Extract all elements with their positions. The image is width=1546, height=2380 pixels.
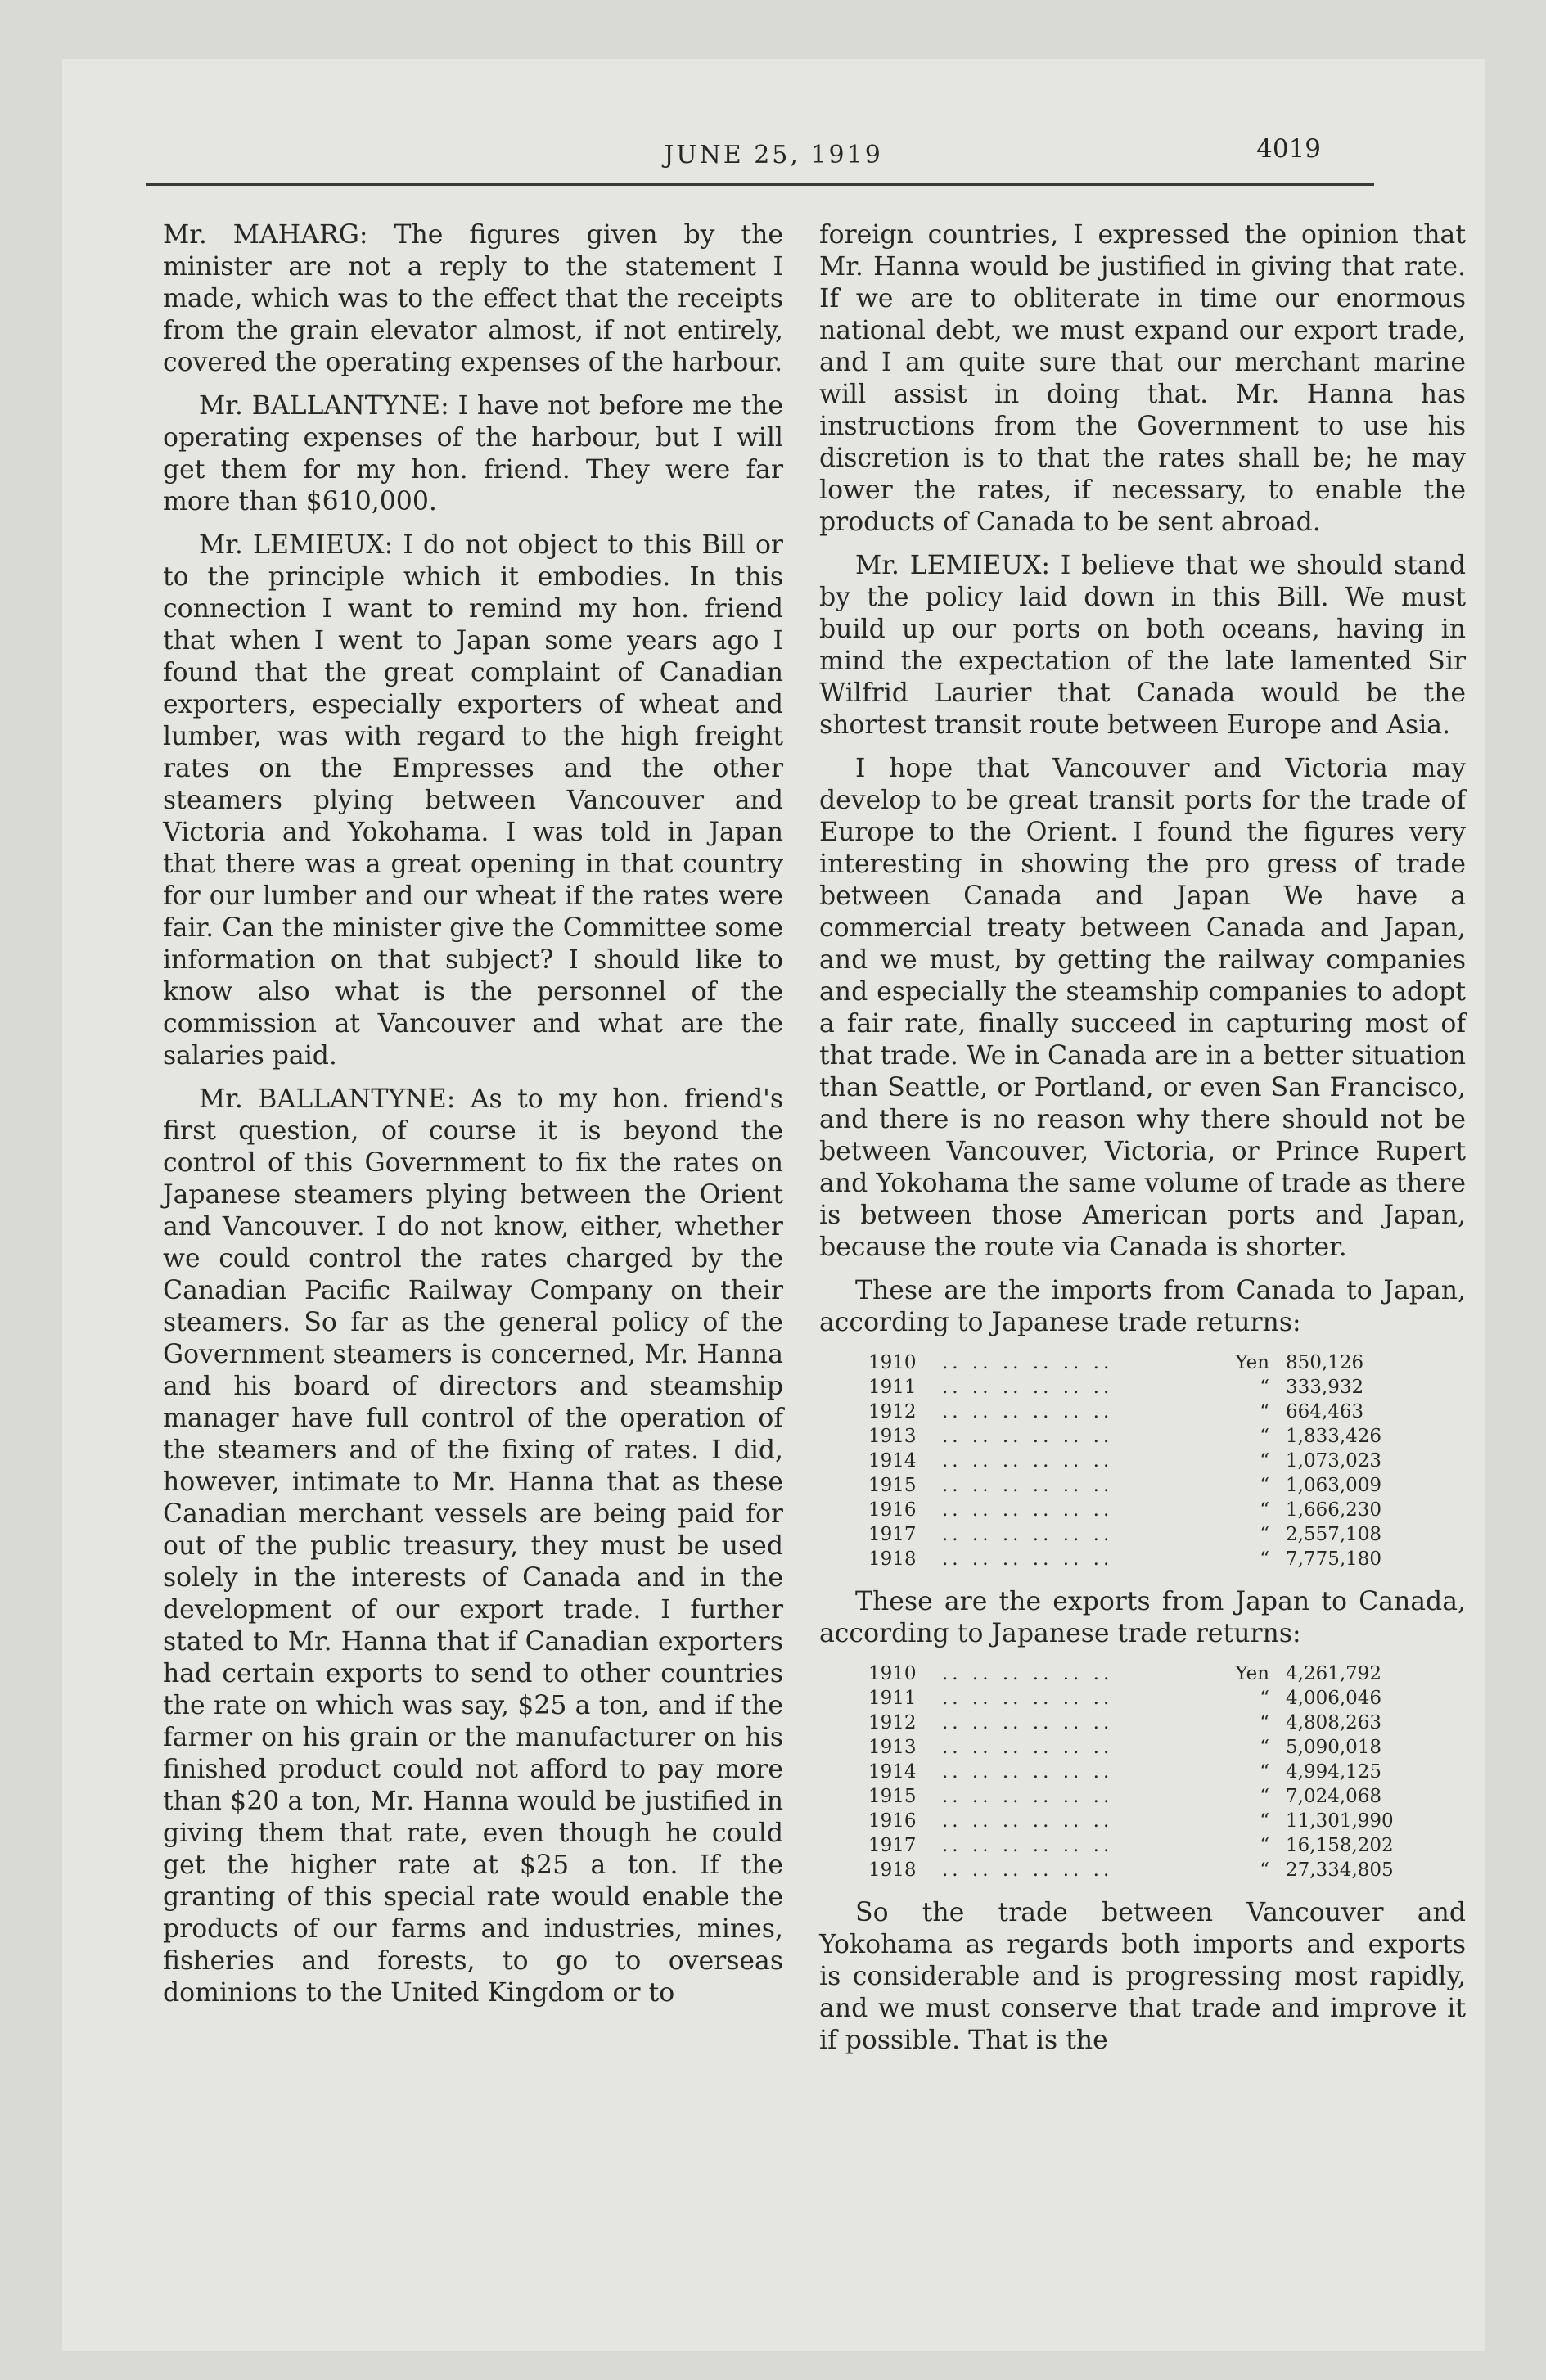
table-row [868,1760,1409,1784]
value-cell: 1,833,426 [1286,1426,1382,1447]
value-cell: 4,808,263 [1286,1712,1382,1733]
leader-dots: .. .. .. .. .. .. [942,1548,1114,1570]
unit-cell: “ [1260,1450,1269,1472]
paragraph: foreign countries, I expressed the opinion that Mr. Hanna would be justified in giving that rate. If we are to obliterate in time our enormous national debt, we must expand our export trade, and I am quite sure that our merchant marine will assist in doing that. Mr. Hanna has instructions from the Government to use his discretion is to that the rates shall be; he may lower the rates, if necessary, to enable the products of Canada to be sent abroad. [819,220,1466,537]
year-cell: 1918 [868,1859,917,1881]
year-cell: 1916 [868,1499,917,1521]
unit-cell: “ [1260,1786,1269,1807]
unit-cell: Yen [1235,1352,1269,1373]
value-cell: 1,666,230 [1286,1499,1382,1521]
unit-cell: “ [1260,1548,1269,1570]
leader-dots: .. .. .. .. .. .. [942,1835,1114,1856]
leader-dots: .. .. .. .. .. .. [942,1663,1114,1684]
page [62,59,1485,2351]
value-cell: 4,994,125 [1286,1761,1382,1783]
table-row [868,1522,1409,1547]
paragraph: Mr. MAHARG: The figures given by the minister are not a reply to the statement I made, which was to the effect that the receipts from the grain elevator almost, if not entirely, covered the operating expenses of the harbour. [163,220,783,377]
value-cell: 333,932 [1286,1377,1364,1398]
imports-table [868,1350,1409,1571]
right-column [819,219,1466,2068]
value-cell: 27,334,805 [1286,1859,1394,1881]
value-cell: 7,775,180 [1286,1548,1382,1570]
table-row [868,1473,1409,1498]
table-row [868,1661,1409,1686]
table-row [868,1833,1409,1858]
leader-dots: .. .. .. .. .. .. [942,1352,1114,1373]
year-cell: 1914 [868,1761,917,1783]
year-cell: 1918 [868,1548,917,1570]
paragraph: Mr. LEMIEUX: I believe that we should stand by the policy laid down in this Bill. We must build up our ports on both oceans, having in mind the expectation of the late lamented Sir Wilfrid Laurier that Canada would be the shortest transit route between Europe and Asia. [819,551,1466,740]
table-row [868,1547,1409,1571]
value-cell: 11,301,990 [1286,1810,1394,1832]
unit-cell: “ [1260,1712,1269,1733]
page-number: 4019 [1256,134,1321,164]
leader-dots: .. .. .. .. .. .. [942,1499,1114,1521]
leader-dots: .. .. .. .. .. .. [942,1810,1114,1832]
year-cell: 1915 [868,1786,917,1807]
paragraph: Mr. BALLANTYNE: As to my hon. friend's first question, of course it is beyond the control of this Government to fix the rates on Japanese steamers plying between the Orient and Vancouver. I do not know, either, whether we could control the rates charged by the Canadian Pacific Railway Company on their steamers. So far as the general policy of the Government steamers is concerned, Mr. Hanna and his board of directors and steamship manager have full control of the operation of the steamers and of the fixing of rates. I did, however, intimate to Mr. Hanna that as these Canadian merchant vessels are being paid for out of the public treasury, they must be used solely in the interests of Canada and in the development of our export trade. I further stated to Mr. Hanna that if Canadian exporters had certain exports to send to other countries the rate on which was say, $25 a ton, and if the farmer on his grain or the manufacturer on his finished product could not afford to pay more than $20 a ton, Mr. Hanna would be justified in giving them that rate, even though he could get the higher rate at $25 a ton. If the granting of this special rate would enable the products of our farms and industries, mines, fisheries and forests, to go to overseas dominions to the United Kingdom or to [163,1084,783,2008]
table-row [868,1858,1409,1882]
paragraph: These are the exports from Japan to Canada, according to Japanese trade returns: [819,1587,1466,1648]
paragraph: These are the imports from Canada to Japan, according to Japanese trade returns: [819,1276,1466,1337]
header-rule [146,183,1374,186]
paragraph: I hope that Vancouver and Victoria may develop to be great transit ports for the trade of Europe to the Orient. I found the figures very interesting in showing the pro gress of trade between Canada and Japan We have a commercial treaty between Canada and Japan, and we must, by getting the railway companies and especially the steamship companies to adopt a fair rate, finally succeed in capturing most of that trade. We in Canada are in a better situation than Seattle, or Portland, or even San Francisco, and there is no reason why there should not be between Vancouver, Victoria, or Prince Rupert and Yokohama the same volume of trade as there is between those American ports and Japan, because the route via Canada is shorter. [819,754,1466,1262]
leader-dots: .. .. .. .. .. .. [942,1426,1114,1447]
leader-dots: .. .. .. .. .. .. [942,1475,1114,1496]
leader-dots: .. .. .. .. .. .. [942,1688,1114,1709]
value-cell: 1,063,009 [1286,1475,1382,1496]
leader-dots: .. .. .. .. .. .. [942,1786,1114,1807]
unit-cell: “ [1260,1377,1269,1398]
year-cell: 1917 [868,1524,917,1545]
table-row [868,1686,1409,1711]
unit-cell: “ [1260,1859,1269,1881]
unit-cell: “ [1260,1835,1269,1856]
unit-cell: “ [1260,1737,1269,1758]
table-row [868,1735,1409,1760]
value-cell: 16,158,202 [1286,1835,1394,1856]
leader-dots: .. .. .. .. .. .. [942,1761,1114,1783]
exports-table [868,1661,1409,1882]
unit-cell: “ [1260,1426,1269,1447]
table-row [868,1350,1409,1375]
value-cell: 5,090,018 [1286,1737,1382,1758]
paragraph: So the trade between Vancouver and Yokohama as regards both imports and exports is considerable and is progressing most rapidly, and we must conserve that trade and improve it if possible. That is the [819,1898,1466,2055]
paragraph: Mr. LEMIEUX: I do not object to this Bill or to the principle which it embodies. In this connection I want to remind my hon. friend that when I went to Japan some years ago I found that the great complaint of Canadian exporters, especially exporters of wheat and lumber, was with regard to the high freight rates on the Empresses and the other steamers plying between Vancouver and Victoria and Yokohama. I was told in Japan that there was a great opening in that country for our lumber and our wheat if the rates were fair. Can the minister give the Committee some information on that subject? I should like to know also what is the personnel of the commission at Vancouver and what are the salaries paid. [163,530,783,1071]
unit-cell: Yen [1235,1663,1269,1684]
year-cell: 1916 [868,1810,917,1832]
table-row [868,1498,1409,1522]
value-cell: 4,006,046 [1286,1688,1382,1709]
page-header [62,134,1485,183]
year-cell: 1911 [868,1377,917,1398]
table-row [868,1784,1409,1809]
table-row [868,1424,1409,1449]
left-column [163,219,783,2021]
leader-dots: .. .. .. .. .. .. [942,1712,1114,1733]
value-cell: 1,073,023 [1286,1450,1382,1472]
table-row [868,1400,1409,1424]
year-cell: 1910 [868,1663,917,1684]
table-row [868,1375,1409,1400]
year-cell: 1910 [868,1352,917,1373]
table-row [868,1449,1409,1473]
table-row [868,1809,1409,1833]
year-cell: 1913 [868,1737,917,1758]
leader-dots: .. .. .. .. .. .. [942,1377,1114,1398]
unit-cell: “ [1260,1475,1269,1496]
value-cell: 4,261,792 [1286,1663,1382,1684]
year-cell: 1911 [868,1688,917,1709]
leader-dots: .. .. .. .. .. .. [942,1450,1114,1472]
leader-dots: .. .. .. .. .. .. [942,1524,1114,1545]
leader-dots: .. .. .. .. .. .. [942,1401,1114,1422]
unit-cell: “ [1260,1401,1269,1422]
unit-cell: “ [1260,1810,1269,1832]
value-cell: 2,557,108 [1286,1524,1382,1545]
year-cell: 1917 [868,1835,917,1856]
unit-cell: “ [1260,1499,1269,1521]
unit-cell: “ [1260,1524,1269,1545]
year-cell: 1915 [868,1475,917,1496]
paragraph: Mr. BALLANTYNE: I have not before me the operating expenses of the harbour, but I will get them for my hon. friend. They were far more than $610,000. [163,391,783,516]
leader-dots: .. .. .. .. .. .. [942,1737,1114,1758]
year-cell: 1912 [868,1401,917,1422]
year-cell: 1912 [868,1712,917,1733]
year-cell: 1913 [868,1426,917,1447]
page-date: JUNE 25, 1919 [664,141,883,169]
value-cell: 664,463 [1286,1401,1364,1422]
year-cell: 1914 [868,1450,917,1472]
unit-cell: “ [1260,1761,1269,1783]
leader-dots: .. .. .. .. .. .. [942,1859,1114,1881]
value-cell: 850,126 [1286,1352,1364,1373]
unit-cell: “ [1260,1688,1269,1709]
value-cell: 7,024,068 [1286,1786,1382,1807]
table-row [868,1711,1409,1735]
